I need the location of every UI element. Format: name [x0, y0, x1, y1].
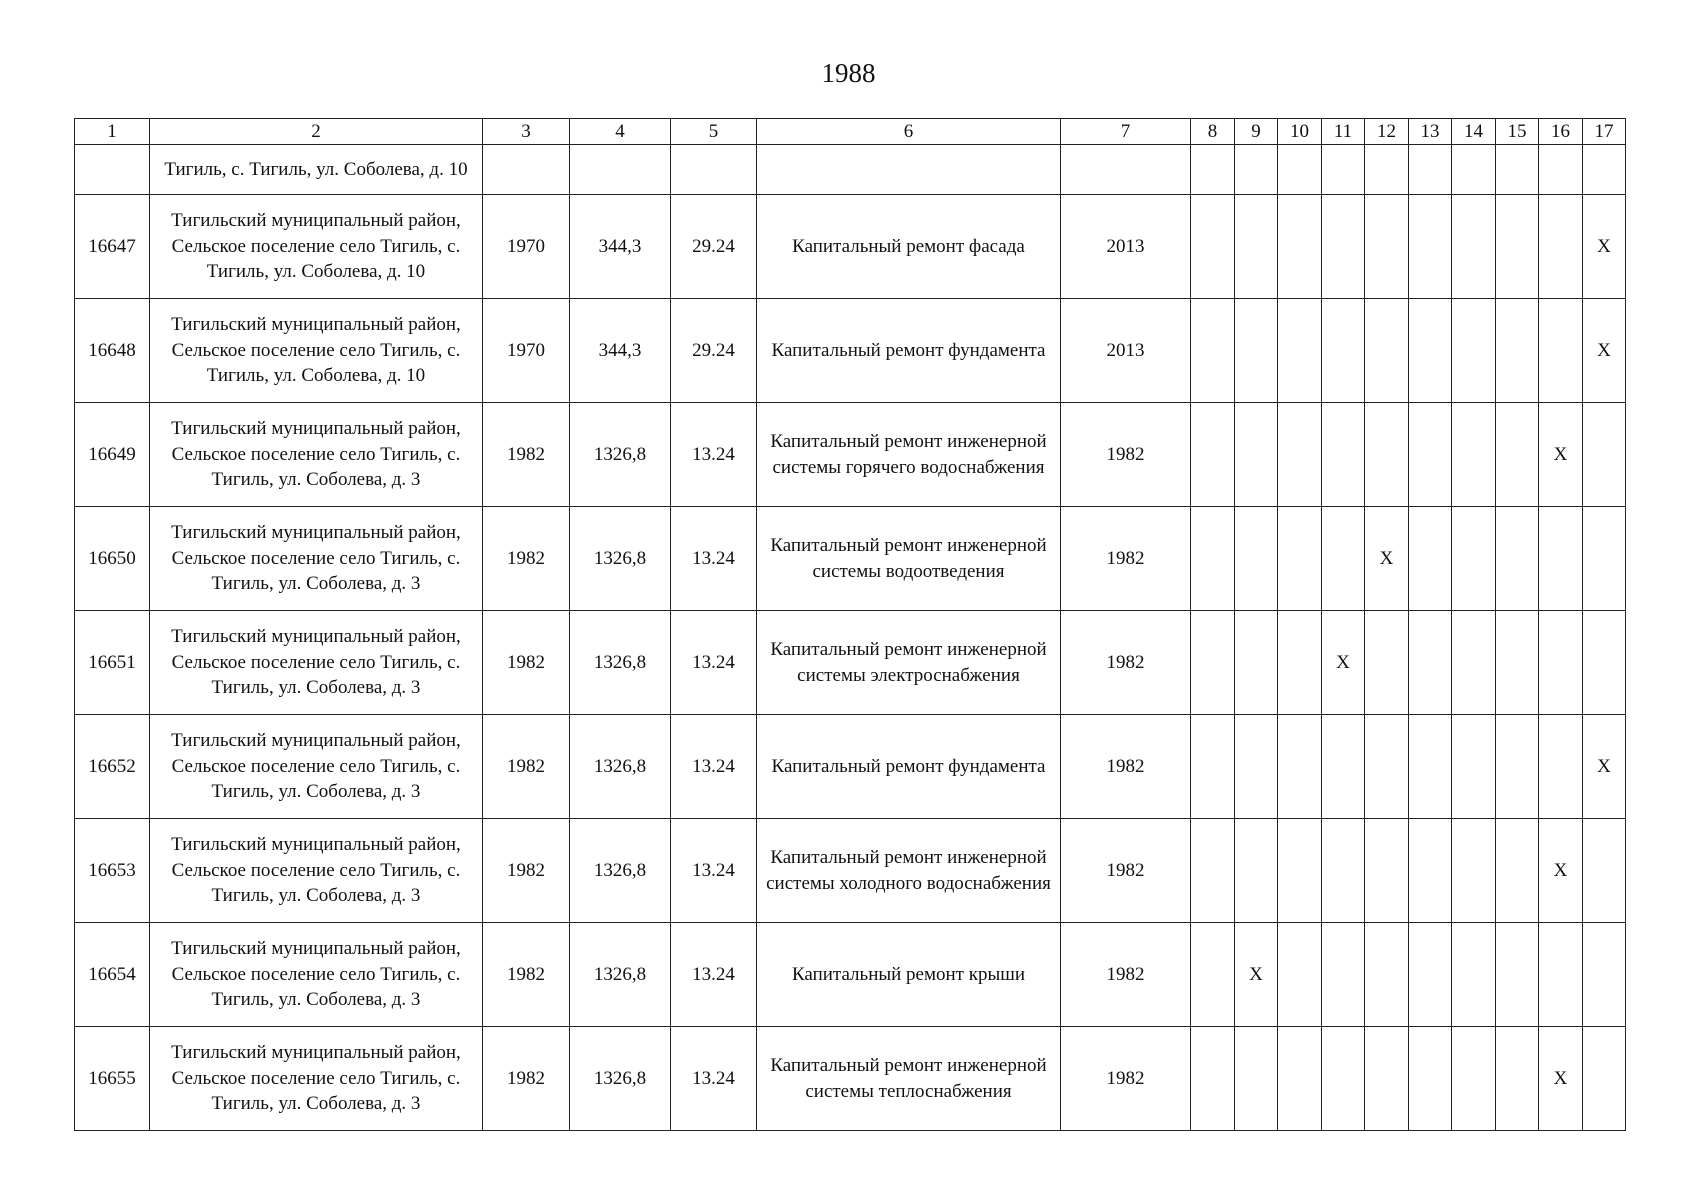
cell	[1583, 1027, 1626, 1131]
cell	[1409, 299, 1452, 403]
cell	[1496, 299, 1539, 403]
table-row	[75, 611, 1626, 715]
area-cell: 1326,8	[570, 715, 671, 819]
area-cell: 344,3	[570, 299, 671, 403]
area-cell: 1326,8	[570, 819, 671, 923]
cell	[1365, 195, 1409, 299]
work-type-cell: Капитальный ремонт инженерной системы теплоснабжения	[757, 1027, 1061, 1131]
cell	[1191, 299, 1235, 403]
column-header: 3	[483, 119, 570, 145]
cell	[1322, 403, 1365, 507]
address-cell: Тигильский муниципальный район, Сельское поселение село Тигиль, с. Тигиль, ул. Соболева, д. 3	[150, 819, 483, 923]
cell	[1452, 923, 1496, 1027]
id-cell: 16655	[75, 1027, 150, 1131]
column-header: 8	[1191, 119, 1235, 145]
cell	[1365, 403, 1409, 507]
cell	[1496, 507, 1539, 611]
cell	[1409, 715, 1452, 819]
cell	[1452, 195, 1496, 299]
plan-year-cell: 2013	[1061, 299, 1191, 403]
cell	[1235, 299, 1278, 403]
cell	[1452, 1027, 1496, 1131]
cell	[1583, 145, 1626, 195]
address-cell: Тигильский муниципальный район, Сельское поселение село Тигиль, с. Тигиль, ул. Соболева, д. 3	[150, 403, 483, 507]
area-cell: 344,3	[570, 195, 671, 299]
cell	[1452, 299, 1496, 403]
id-cell: 16653	[75, 819, 150, 923]
cell	[1322, 715, 1365, 819]
cell	[1496, 923, 1539, 1027]
cell	[1322, 923, 1365, 1027]
cell	[1191, 611, 1235, 715]
cell	[1278, 195, 1322, 299]
code-cell: 13.24	[671, 715, 757, 819]
mark-cell: X	[1583, 195, 1626, 299]
address-cell: Тигильский муниципальный район, Сельское поселение село Тигиль, с. Тигиль, ул. Соболева, д. 3	[150, 715, 483, 819]
mark-cell: X	[1322, 611, 1365, 715]
cell	[1539, 299, 1583, 403]
cell	[1496, 611, 1539, 715]
cell	[1061, 145, 1191, 195]
plan-year-cell: 1982	[1061, 923, 1191, 1027]
cell	[1191, 923, 1235, 1027]
cell	[75, 145, 150, 195]
cell	[1409, 403, 1452, 507]
id-cell: 16648	[75, 299, 150, 403]
code-cell: 13.24	[671, 819, 757, 923]
header-row	[75, 119, 1626, 145]
column-header: 6	[757, 119, 1061, 145]
work-type-cell: Капитальный ремонт инженерной системы электроснабжения	[757, 611, 1061, 715]
work-type-cell: Капитальный ремонт фундамента	[757, 715, 1061, 819]
mark-cell: X	[1365, 507, 1409, 611]
column-header: 16	[1539, 119, 1583, 145]
work-type-cell: Капитальный ремонт инженерной системы холодного водоснабжения	[757, 819, 1061, 923]
cell	[1539, 611, 1583, 715]
cell	[1539, 715, 1583, 819]
column-header: 14	[1452, 119, 1496, 145]
cell	[1583, 819, 1626, 923]
mark-cell: X	[1583, 299, 1626, 403]
cell	[1496, 403, 1539, 507]
plan-year-cell: 1982	[1061, 715, 1191, 819]
cell	[1235, 715, 1278, 819]
cell	[1235, 819, 1278, 923]
cell	[1452, 507, 1496, 611]
column-header: 5	[671, 119, 757, 145]
cell	[1583, 403, 1626, 507]
cell	[1322, 1027, 1365, 1131]
cell	[1583, 611, 1626, 715]
cell	[1278, 715, 1322, 819]
column-header: 1	[75, 119, 150, 145]
plan-year-cell: 1982	[1061, 819, 1191, 923]
mark-cell: X	[1235, 923, 1278, 1027]
id-cell: 16647	[75, 195, 150, 299]
year-built-cell: 1982	[483, 923, 570, 1027]
cell	[1278, 819, 1322, 923]
table-row	[75, 923, 1626, 1027]
work-type-cell: Капитальный ремонт фундамента	[757, 299, 1061, 403]
cell	[1191, 195, 1235, 299]
mark-cell: X	[1583, 715, 1626, 819]
id-cell: 16651	[75, 611, 150, 715]
cell	[1322, 145, 1365, 195]
cell	[1191, 819, 1235, 923]
code-cell: 13.24	[671, 403, 757, 507]
plan-year-cell: 1982	[1061, 403, 1191, 507]
code-cell: 13.24	[671, 923, 757, 1027]
id-cell: 16650	[75, 507, 150, 611]
cell	[1278, 507, 1322, 611]
table-row	[75, 195, 1626, 299]
cell	[1191, 507, 1235, 611]
table-row	[75, 819, 1626, 923]
cell	[1191, 715, 1235, 819]
cell	[1409, 195, 1452, 299]
year-built-cell: 1982	[483, 507, 570, 611]
plan-year-cell: 1982	[1061, 1027, 1191, 1131]
cell	[1452, 403, 1496, 507]
table-row	[75, 1027, 1626, 1131]
mark-cell: X	[1539, 403, 1583, 507]
year-built-cell: 1982	[483, 819, 570, 923]
column-header: 10	[1278, 119, 1322, 145]
area-cell: 1326,8	[570, 1027, 671, 1131]
cell	[1539, 145, 1583, 195]
repair-register-table	[74, 118, 1626, 1131]
cell	[1409, 611, 1452, 715]
cell	[1322, 819, 1365, 923]
address-cell: Тигиль, с. Тигиль, ул. Соболева, д. 10	[150, 145, 483, 195]
cell	[1235, 1027, 1278, 1131]
cell	[1409, 507, 1452, 611]
cell	[1278, 145, 1322, 195]
year-built-cell: 1970	[483, 299, 570, 403]
id-cell: 16649	[75, 403, 150, 507]
code-cell: 13.24	[671, 507, 757, 611]
cell	[1191, 1027, 1235, 1131]
id-cell: 16654	[75, 923, 150, 1027]
cell	[1452, 715, 1496, 819]
cell	[1235, 507, 1278, 611]
cell	[483, 145, 570, 195]
cell	[1322, 507, 1365, 611]
cell	[1496, 195, 1539, 299]
table-row-continuation	[75, 145, 1626, 195]
cell	[570, 145, 671, 195]
cell	[1496, 1027, 1539, 1131]
cell	[1191, 145, 1235, 195]
table-row	[75, 299, 1626, 403]
cell	[1235, 611, 1278, 715]
column-header: 9	[1235, 119, 1278, 145]
cell	[1496, 715, 1539, 819]
column-header: 4	[570, 119, 671, 145]
cell	[1278, 299, 1322, 403]
cell	[1322, 299, 1365, 403]
plan-year-cell: 2013	[1061, 195, 1191, 299]
year-built-cell: 1982	[483, 1027, 570, 1131]
year-built-cell: 1982	[483, 715, 570, 819]
cell	[1365, 715, 1409, 819]
column-header: 15	[1496, 119, 1539, 145]
column-header: 12	[1365, 119, 1409, 145]
column-header: 17	[1583, 119, 1626, 145]
table-row	[75, 715, 1626, 819]
cell	[1278, 923, 1322, 1027]
work-type-cell: Капитальный ремонт крыши	[757, 923, 1061, 1027]
column-header: 11	[1322, 119, 1365, 145]
cell	[1452, 611, 1496, 715]
mark-cell: X	[1539, 819, 1583, 923]
cell	[1409, 145, 1452, 195]
cell	[1365, 819, 1409, 923]
cell	[1191, 403, 1235, 507]
code-cell: 29.24	[671, 299, 757, 403]
cell	[1583, 507, 1626, 611]
cell	[1452, 819, 1496, 923]
cell	[1278, 403, 1322, 507]
address-cell: Тигильский муниципальный район, Сельское поселение село Тигиль, с. Тигиль, ул. Соболева, д. 3	[150, 611, 483, 715]
address-cell: Тигильский муниципальный район, Сельское поселение село Тигиль, с. Тигиль, ул. Соболева, д. 3	[150, 1027, 483, 1131]
column-header: 13	[1409, 119, 1452, 145]
cell	[1365, 923, 1409, 1027]
area-cell: 1326,8	[570, 611, 671, 715]
year-built-cell: 1982	[483, 403, 570, 507]
year-built-cell: 1970	[483, 195, 570, 299]
cell	[1365, 611, 1409, 715]
work-type-cell: Капитальный ремонт инженерной системы горячего водоснабжения	[757, 403, 1061, 507]
cell	[1365, 299, 1409, 403]
address-cell: Тигильский муниципальный район, Сельское поселение село Тигиль, с. Тигиль, ул. Соболева, д. 3	[150, 923, 483, 1027]
cell	[1235, 145, 1278, 195]
column-header: 7	[1061, 119, 1191, 145]
work-type-cell: Капитальный ремонт инженерной системы водоотведения	[757, 507, 1061, 611]
cell	[757, 145, 1061, 195]
table-body	[75, 145, 1626, 1131]
address-cell: Тигильский муниципальный район, Сельское поселение село Тигиль, с. Тигиль, ул. Соболева, д. 10	[150, 195, 483, 299]
code-cell: 13.24	[671, 611, 757, 715]
cell	[1235, 403, 1278, 507]
plan-year-cell: 1982	[1061, 611, 1191, 715]
column-header: 2	[150, 119, 483, 145]
area-cell: 1326,8	[570, 403, 671, 507]
cell	[1365, 145, 1409, 195]
cell	[1496, 145, 1539, 195]
work-type-cell: Капитальный ремонт фасада	[757, 195, 1061, 299]
cell	[1539, 923, 1583, 1027]
cell	[1278, 1027, 1322, 1131]
address-cell: Тигильский муниципальный район, Сельское поселение село Тигиль, с. Тигиль, ул. Соболева, д. 10	[150, 299, 483, 403]
mark-cell: X	[1539, 1027, 1583, 1131]
area-cell: 1326,8	[570, 923, 671, 1027]
cell	[1409, 1027, 1452, 1131]
cell	[671, 145, 757, 195]
cell	[1539, 195, 1583, 299]
plan-year-cell: 1982	[1061, 507, 1191, 611]
table-row	[75, 403, 1626, 507]
cell	[1539, 507, 1583, 611]
cell	[1583, 923, 1626, 1027]
cell	[1322, 195, 1365, 299]
year-built-cell: 1982	[483, 611, 570, 715]
cell	[1409, 819, 1452, 923]
page-number: 1988	[821, 58, 876, 88]
cell	[1278, 611, 1322, 715]
cell	[1496, 819, 1539, 923]
cell	[1235, 195, 1278, 299]
cell	[1365, 1027, 1409, 1131]
cell	[1452, 145, 1496, 195]
code-cell: 13.24	[671, 1027, 757, 1131]
address-cell: Тигильский муниципальный район, Сельское поселение село Тигиль, с. Тигиль, ул. Соболева, д. 3	[150, 507, 483, 611]
area-cell: 1326,8	[570, 507, 671, 611]
code-cell: 29.24	[671, 195, 757, 299]
cell	[1409, 923, 1452, 1027]
table-row	[75, 507, 1626, 611]
id-cell: 16652	[75, 715, 150, 819]
